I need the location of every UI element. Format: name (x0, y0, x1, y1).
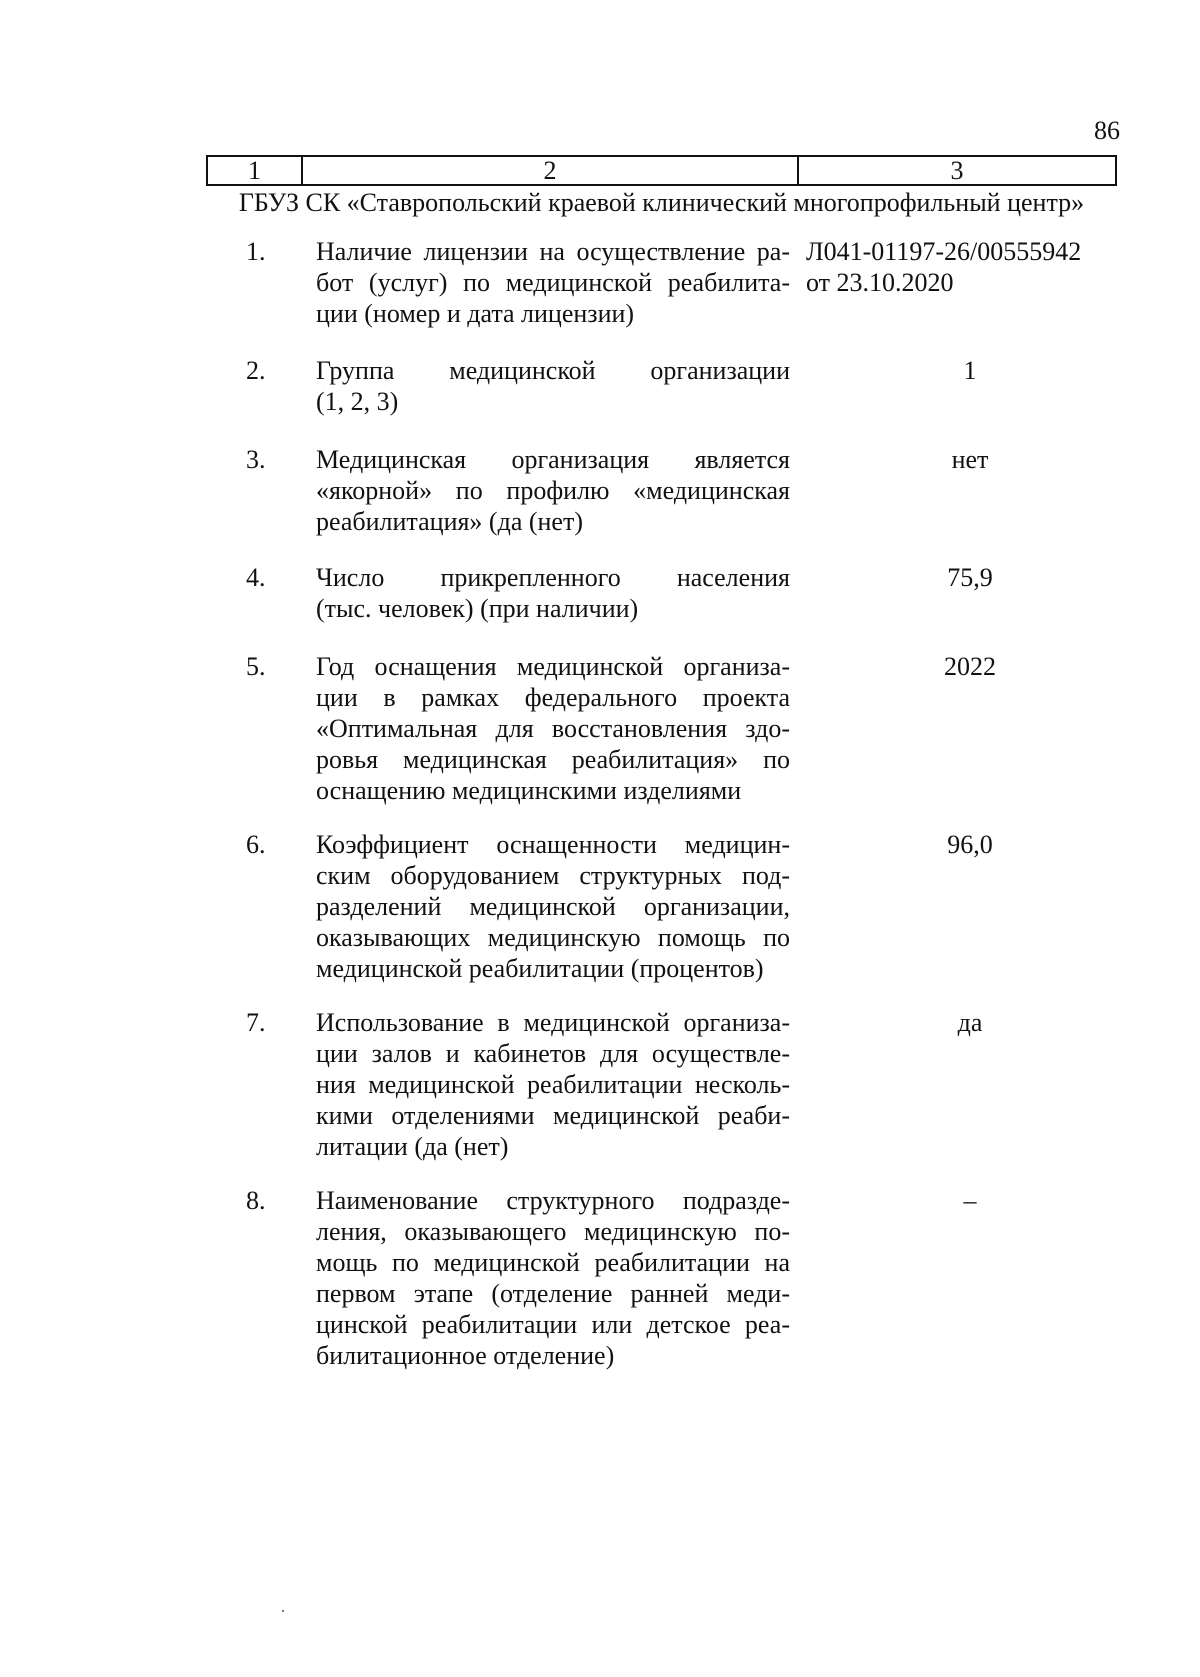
row-value (820, 829, 1120, 860)
row-value (820, 1185, 1120, 1216)
header-col-2: 2 (303, 157, 799, 184)
row-value (820, 1007, 1120, 1038)
row-number: 7. (246, 1008, 266, 1037)
row-text-line: Наименование структурного подразде- (316, 1186, 790, 1215)
row-text-line: реабилитация» (да (нет) (316, 507, 583, 536)
row-number: 6. (246, 830, 266, 859)
row-text-line: (1, 2, 3) (316, 387, 399, 416)
row-text-line: оснащению медицинскими изделиями (316, 776, 742, 805)
row-value-line: – (963, 1186, 977, 1215)
row-text-line: ровья медицинская реабилитация» по (316, 745, 790, 774)
row-value-line: от 23.10.2020 (806, 268, 954, 297)
row-number: 5. (246, 652, 266, 681)
row-text-line: ции залов и кабинетов для осуществле- (316, 1039, 790, 1068)
row-number: 2. (246, 356, 266, 385)
row-text-line: Число прикрепленного населения (316, 563, 790, 592)
row-value (820, 562, 1120, 593)
row-text-line: Год оснащения медицинской организа- (316, 652, 790, 681)
row-text-line: кими отделениями медицинской реаби- (316, 1101, 790, 1130)
row-text-line: Медицинская организация является (316, 445, 790, 474)
page-number: 86 (1094, 116, 1120, 145)
row-description (316, 444, 790, 537)
row-number: 8. (246, 1186, 266, 1215)
row-value-line: 96,0 (947, 830, 993, 859)
header-col-1: 1 (208, 157, 303, 184)
row-text-line: Группа медицинской организации (316, 356, 790, 385)
row-description (316, 651, 790, 806)
header-col-3: 3 (950, 155, 964, 185)
row-value-line: 2022 (944, 652, 996, 681)
row-text-line: ления, оказывающего медицинскую по- (316, 1217, 790, 1246)
row-description (316, 355, 790, 417)
row-text-line: мощь по медицинской реабилитации на (316, 1248, 790, 1277)
row-value (806, 236, 1126, 298)
row-text-line: (тыс. человек) (при наличии) (316, 594, 639, 623)
row-value-line: 1 (963, 356, 977, 385)
row-text-line: ции (номер и дата лицензии) (316, 299, 635, 328)
row-description (316, 562, 790, 624)
row-text-line: ния медицинской реабилитации несколь- (316, 1070, 790, 1099)
row-value-line: нет (951, 445, 989, 474)
row-value-line: Л041-01197-26/00555942 (806, 237, 1082, 266)
row-description (316, 829, 790, 984)
row-value-line: 75,9 (947, 563, 993, 592)
row-number: 4. (246, 563, 266, 592)
row-value (820, 444, 1120, 475)
row-text-line: «Оптимальная для восстановления здо- (316, 714, 790, 743)
row-text-line: Наличие лицензии на осуществление ра- (316, 237, 790, 266)
row-number: 3. (246, 445, 266, 474)
row-text-line: «якорной» по профилю «медицинская (316, 476, 790, 505)
row-text-line: Использование в медицинской организа- (316, 1008, 790, 1037)
table-header (206, 155, 1117, 186)
row-description (316, 1185, 790, 1371)
row-text-line: первом этапе (отделение ранней меди- (316, 1279, 790, 1308)
row-text-line: литации (да (нет) (316, 1132, 509, 1161)
organization-title: ГБУЗ СК «Ставропольский краевой клинический многопрофильный центр» (238, 188, 1085, 217)
row-description (316, 236, 790, 329)
row-text-line: ским оборудованием структурных под- (316, 861, 790, 890)
row-description (316, 1007, 790, 1162)
row-text-line: медицинской реабилитации (процентов) (316, 954, 764, 983)
row-number: 1. (246, 237, 266, 266)
row-text-line: Коэффициент оснащенности медицин- (316, 830, 790, 859)
row-text-line: разделений медицинской организации, (316, 892, 790, 921)
row-text-line: ции в рамках федерального проекта (316, 683, 790, 712)
row-value (820, 651, 1120, 682)
scan-speck (282, 1610, 284, 1612)
row-text-line: бот (услуг) по медицинской реабилита- (316, 268, 790, 297)
row-text-line: билитационное отделение) (316, 1341, 615, 1370)
row-value (820, 355, 1120, 386)
row-value-line: да (957, 1008, 983, 1037)
row-text-line: цинской реабилитации или детское реа- (316, 1310, 790, 1339)
row-text-line: оказывающих медицинскую помощь по (316, 923, 790, 952)
